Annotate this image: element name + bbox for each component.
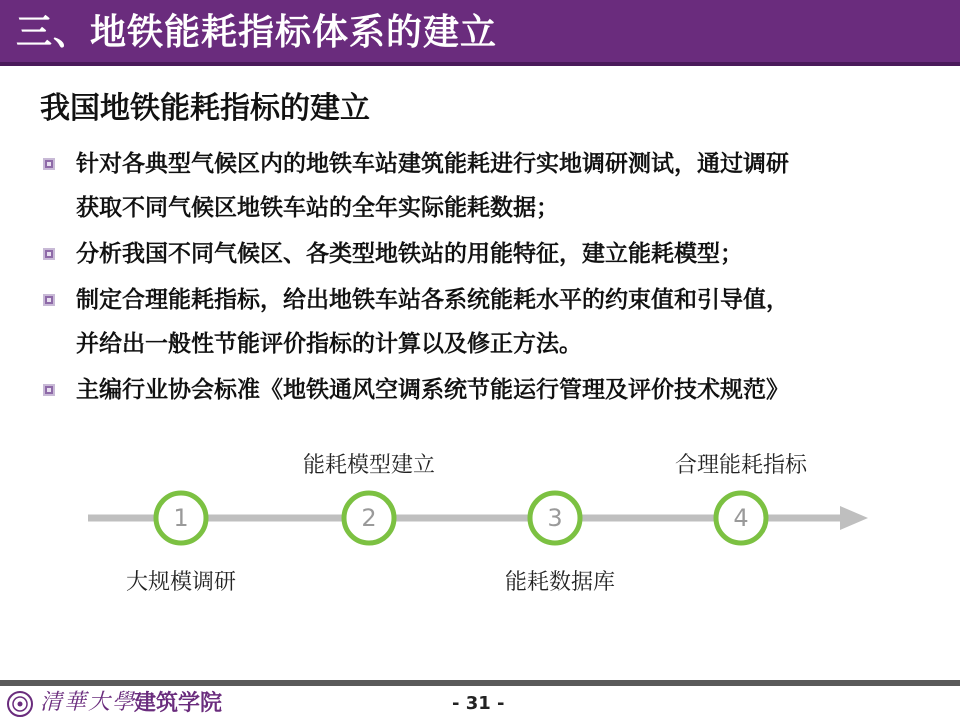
step-label-1: 大规模调研 <box>125 570 237 595</box>
step-number-4: 4 <box>733 504 749 532</box>
step-number-1: 1 <box>173 504 189 532</box>
title-accent-strip <box>0 62 960 66</box>
square-bullet-icon <box>42 383 56 397</box>
square-bullet-icon <box>42 247 56 261</box>
step-number-2: 2 <box>361 504 377 532</box>
section-subtitle: 我国地铁能耗指标的建立 <box>40 91 370 126</box>
bullet-text-line: 并给出一般性节能评价指标的计算以及修正方法。 <box>76 331 582 357</box>
bullet-text-line: 制定合理能耗指标，给出地铁车站各系统能耗水平的约束值和引导值， <box>76 287 789 313</box>
footer <box>0 680 960 720</box>
timeline-arrowhead-icon <box>840 506 868 530</box>
bullet-text-line: 针对各典型气候区内的地铁车站建筑能耗进行实地调研测试，通过调研 <box>76 151 789 177</box>
footer-divider <box>0 680 960 686</box>
school-name: 建筑学院 <box>134 691 223 716</box>
square-bullet-icon <box>42 293 56 307</box>
process-timeline <box>0 440 960 610</box>
bullet-text-line: 获取不同气候区地铁车站的全年实际能耗数据； <box>76 195 559 221</box>
step-label-3: 能耗数据库 <box>504 570 616 595</box>
list-item <box>36 142 916 230</box>
university-name: 清華大學 <box>40 690 137 715</box>
bullet-text-line: 主编行业协会标准《地铁通风空调系统节能运行管理及评价技术规范》 <box>76 377 789 403</box>
square-bullet-icon <box>42 157 56 171</box>
list-item <box>36 278 916 366</box>
step-number-3: 3 <box>547 504 563 532</box>
tsinghua-seal-icon <box>6 690 34 718</box>
bullet-text-line: 分析我国不同气候区、各类型地铁站的用能特征，建立能耗模型； <box>76 241 743 267</box>
step-label-2: 能耗模型建立 <box>302 453 436 478</box>
page-title: 三、地铁能耗指标体系的建立 <box>16 12 498 53</box>
step-label-4: 合理能耗指标 <box>674 453 808 478</box>
bullet-list <box>36 142 916 414</box>
title-bar <box>0 0 960 66</box>
list-item <box>36 232 916 276</box>
page-number: - 31 - <box>452 693 505 714</box>
list-item <box>36 368 916 412</box>
